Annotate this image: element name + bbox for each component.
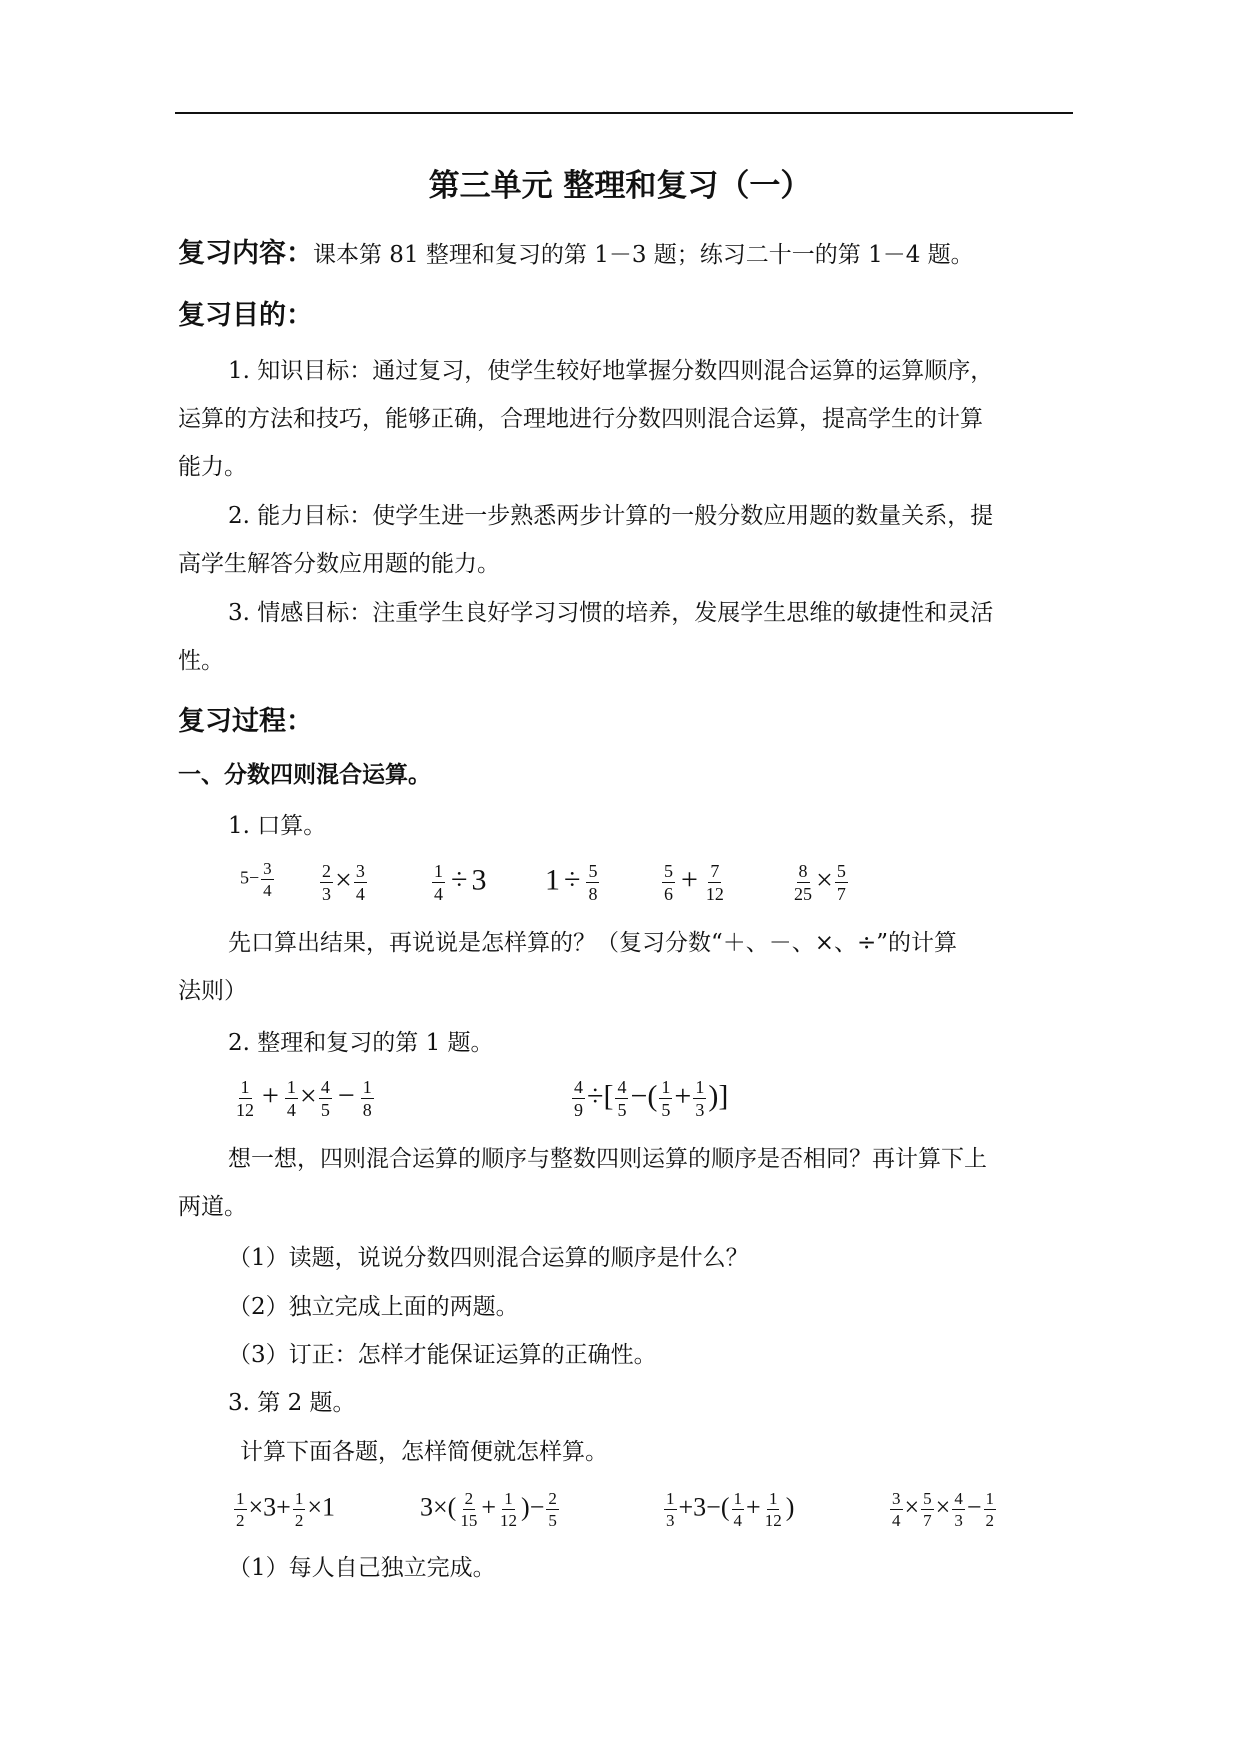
item-1-label: 1. 口算。	[228, 813, 327, 839]
fraction: $\frac{1}{2}$	[294, 1489, 304, 1530]
think-line-1: 想一想，四则混合运算的顺序与整数四则运算的顺序是否相同？再计算下上	[228, 1146, 987, 1172]
goal-1-line-3: 能力。	[178, 454, 247, 480]
goal-3-line-1: 3. 情感目标：注重学生良好学习习惯的培养，发展学生思维的敏捷性和灵活	[228, 600, 994, 626]
content-line	[178, 240, 974, 267]
fraction: $\frac{1}{3}$	[695, 1077, 705, 1120]
oral-expr-4: 1 ÷ $\frac{5}{8}$	[545, 861, 598, 904]
calc-note: 计算下面各题，怎样简便就怎样算。	[240, 1439, 608, 1465]
header-rule	[175, 112, 1073, 114]
ex3-expr-c: $\frac{1}{3}$ +3−( $\frac{1}{4}$ + $\frac{1}{12}$ )	[666, 1489, 795, 1530]
fraction: $\frac{2}{15}$	[460, 1489, 478, 1530]
step-1: （1）读题，说说分数四则混合运算的顺序是什么？	[228, 1245, 749, 1271]
goal-2-line-2: 高学生解答分数应用题的能力。	[178, 551, 500, 577]
oral-expr-5: $\frac{5}{6}$ + $\frac{7}{12}$	[664, 861, 724, 904]
step-3: （3）订正：怎样才能保证运算的正确性。	[228, 1342, 657, 1368]
goal-3-line-2: 性。	[178, 648, 224, 674]
oral-expr-6: $\frac{8}{25}$ × $\frac{5}{7}$	[794, 861, 846, 904]
oral-note-line-2: 法则）	[178, 978, 247, 1004]
fraction: $\frac{4}{3}$	[954, 1489, 963, 1530]
fraction: $\frac{1}{2}$	[985, 1489, 995, 1530]
fraction: $\frac{3}{4}$	[892, 1489, 901, 1530]
content-label: 复习内容：	[178, 238, 313, 269]
fraction: $\frac{4}{5}$	[320, 1077, 330, 1120]
fraction: $\frac{1}{12}$	[236, 1077, 254, 1120]
think-line-2: 两道。	[178, 1194, 247, 1220]
fraction: $\frac{1}{4}$	[434, 861, 443, 904]
ex2-expr-b: $\frac{4}{9}$ ÷[ $\frac{4}{5}$ −( $\frac{1}{5}$ + $\frac{1}{3}$ )]	[574, 1077, 729, 1120]
fraction: $\frac{3}{4}$	[263, 859, 272, 900]
content-text: 课本第 81 整理和复习的第 1－3 题；练习二十一的第 1－4 题。	[313, 242, 974, 268]
fraction: $\frac{4}{9}$	[574, 1077, 583, 1120]
goal-1-line-2: 运算的方法和技巧，能够正确，合理地进行分数四则混合运算，提高学生的计算	[178, 406, 983, 432]
oral-expr-2: $\frac{2}{3}$ × $\frac{3}{4}$	[322, 861, 365, 904]
page-title: 第三单元 整理和复习（一）	[428, 168, 812, 204]
fraction: $\frac{1}{4}$	[286, 1077, 296, 1120]
section-1-title: 一、分数四则混合运算。	[178, 762, 431, 788]
fraction: $\frac{1}{5}$	[661, 1077, 671, 1120]
fraction: $\frac{1}{3}$	[666, 1489, 675, 1530]
fraction: $\frac{1}{2}$	[236, 1489, 245, 1530]
oral-expr-3: $\frac{1}{4}$ ÷ 3	[434, 861, 487, 904]
fraction: $\frac{1}{4}$	[733, 1489, 743, 1530]
process-label: 复习过程：	[178, 706, 313, 737]
fraction: $\frac{5}{6}$	[664, 861, 673, 904]
ex3-expr-b: 3×( $\frac{2}{15}$ + $\frac{1}{12}$ )− $\frac{2}{5}$	[420, 1489, 557, 1530]
step-2: （2）独立完成上面的两题。	[228, 1294, 519, 1320]
fraction: $\frac{1}{12}$	[500, 1489, 518, 1530]
goal-label: 复习目的：	[178, 300, 313, 331]
fraction: $\frac{8}{25}$	[794, 861, 812, 904]
fraction: $\frac{2}{5}$	[548, 1489, 557, 1530]
fraction: $\frac{3}{4}$	[355, 861, 365, 904]
item-3-label: 3. 第 2 题。	[228, 1390, 356, 1416]
oral-expr-1: 5− $\frac{3}{4}$	[240, 859, 272, 900]
last-step: （1）每人自己独立完成。	[228, 1555, 496, 1581]
fraction: $\frac{2}{3}$	[322, 861, 331, 904]
fraction: $\frac{1}{8}$	[362, 1077, 372, 1120]
goal-1-line-1: 1. 知识目标：通过复习，使学生较好地掌握分数四则混合运算的运算顺序，	[228, 358, 994, 384]
fraction: $\frac{7}{12}$	[705, 861, 724, 904]
goal-2-line-1: 2. 能力目标：使学生进一步熟悉两步计算的一般分数应用题的数量关系，提	[228, 503, 994, 529]
item-2-label: 2. 整理和复习的第 1 题。	[228, 1030, 494, 1056]
fraction: $\frac{4}{5}$	[617, 1077, 627, 1120]
ex3-expr-a: $\frac{1}{2}$ ×3+ $\frac{1}{2}$ ×1	[236, 1489, 336, 1530]
ex3-expr-d: $\frac{3}{4}$ × $\frac{5}{7}$ × $\frac{4}{3}$ − $\frac{1}{2}$	[892, 1489, 995, 1530]
fraction: $\frac{5}{7}$	[836, 861, 846, 904]
oral-note-line-1: 先口算出结果，再说说是怎样算的？（复习分数“＋、－、×、÷”的计算	[228, 930, 958, 956]
fraction: $\frac{5}{7}$	[923, 1489, 932, 1530]
fraction: $\frac{1}{12}$	[764, 1489, 782, 1530]
fraction: $\frac{5}{8}$	[588, 861, 598, 904]
ex2-expr-a: $\frac{1}{12}$ + $\frac{1}{4}$ × $\frac{4}{5}$ − $\frac{1}{8}$	[236, 1077, 372, 1120]
